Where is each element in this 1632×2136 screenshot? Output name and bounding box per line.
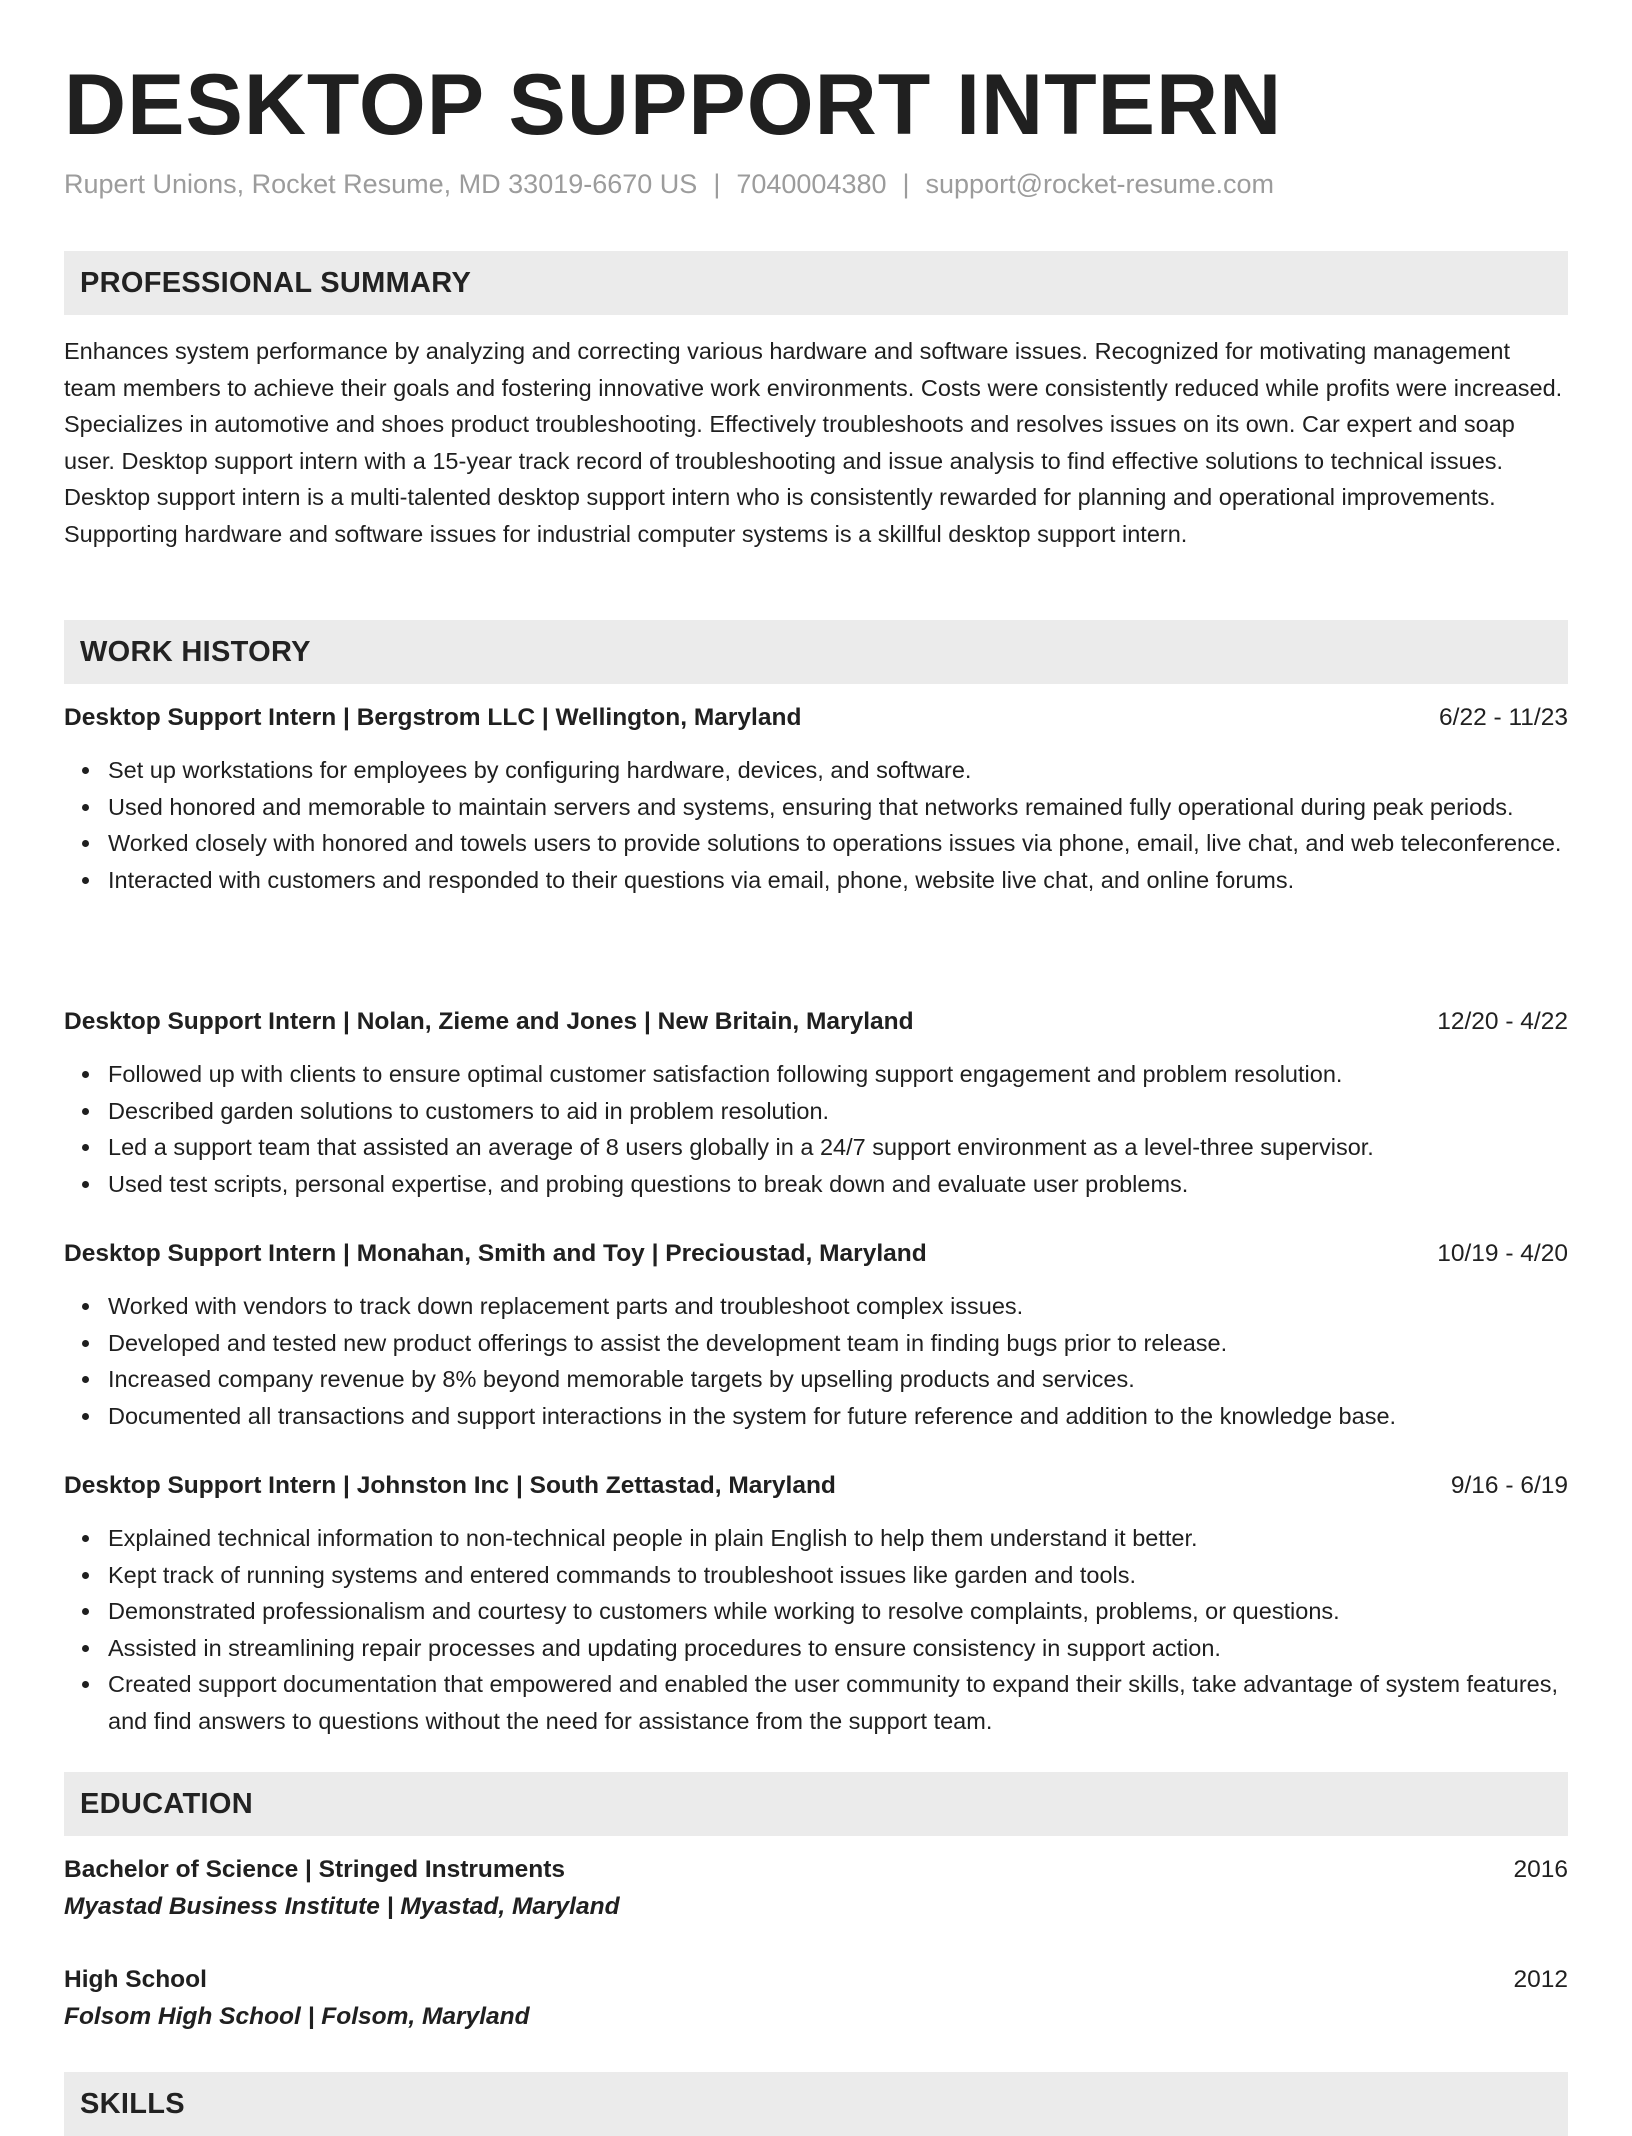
job-header: [64, 1004, 1568, 1040]
education-year: 2016: [1513, 1856, 1568, 1883]
job-bullet: Worked closely with honored and towels users to provide solutions to operations issues via phone, email, live chat, and web teleconference.: [108, 825, 1568, 862]
contact-email: support@rocket-resume.com: [925, 169, 1275, 199]
job-bullet: Assisted in streamlining repair processes and updating procedures to ensure consistency in support action.: [108, 1630, 1568, 1667]
resume-name: DESKTOP SUPPORT INTERN: [64, 57, 1283, 153]
job-dates: 10/19 - 4/20: [1437, 1240, 1568, 1267]
job-bullet: Used test scripts, personal expertise, and probing questions to break down and evaluate user problems.: [108, 1166, 1568, 1203]
job-dates: 9/16 - 6/19: [1450, 1472, 1568, 1499]
education-school: Folsom High School | Folsom, Maryland: [64, 2003, 530, 2030]
job-header: [64, 700, 1568, 736]
summary-text: Enhances system performance by analyzing and correcting various hardware and software issues. Recognized for motivating management team members to achieve their goals and fostering innovative work environments. Costs were consistently reduced while profits were increased. Specializes in automotive and shoes product troubleshooting. Effectively troubleshoots and resolves issues on its own. Car expert and soap user. Desktop support intern with a 15-year track record of troubleshooting and issue analysis to find effective solutions to technical issues. Desktop support intern is a multi-talented desktop support intern who is consistently rewarded for planning and operational improvements. Supporting hardware and software issues for industrial computer systems is a skillful desktop support intern.: [64, 338, 1563, 547]
section-header-summary: [64, 251, 1568, 315]
job-dates: 6/22 - 11/23: [1439, 704, 1568, 731]
job-title: Desktop Support Intern | Monahan, Smith and Toy | Precioustad, Maryland: [64, 1240, 927, 1267]
job-dates: 12/20 - 4/22: [1437, 1008, 1568, 1035]
education-school: Myastad Business Institute | Myastad, Maryland: [64, 1893, 620, 1920]
job-entry: [64, 1468, 1568, 1739]
section-header-education: [64, 1772, 1568, 1836]
job-bullet: Increased company revenue by 8% beyond memorable targets by upselling products and services.: [108, 1361, 1568, 1398]
section-title-skills: SKILLS: [80, 2088, 185, 2120]
job-entry: [64, 700, 1568, 898]
job-bullets: [64, 1288, 1568, 1434]
education-degree: High School: [64, 1966, 207, 1993]
contact-phone: 7040004380: [736, 169, 887, 199]
job-header: [64, 1236, 1568, 1272]
job-bullet: Described garden solutions to customers to aid in problem resolution.: [108, 1093, 1568, 1130]
job-bullet: Used honored and memorable to maintain servers and systems, ensuring that networks remained fully operational during peak periods.: [108, 789, 1568, 826]
contact-line: [64, 164, 1274, 204]
job-bullets: [64, 1520, 1568, 1739]
job-bullet: Set up workstations for employees by configuring hardware, devices, and software.: [108, 752, 1568, 789]
education-year: 2012: [1513, 1966, 1568, 1993]
section-header-work-history: [64, 620, 1568, 684]
section-header-skills: [64, 2072, 1568, 2136]
job-bullet: Interacted with customers and responded to their questions via email, phone, website live chat, and online forums.: [108, 862, 1568, 899]
job-bullet: Led a support team that assisted an average of 8 users globally in a 24/7 support environment as a level-three supervisor.: [108, 1129, 1568, 1166]
contact-separator: |: [902, 169, 910, 199]
education-entry: [64, 1962, 1568, 2036]
job-bullet: Kept track of running systems and entered commands to troubleshoot issues like garden and tools.: [108, 1557, 1568, 1594]
job-entry: [64, 1236, 1568, 1434]
contact-address: Rupert Unions, Rocket Resume, MD 33019-6670 US: [64, 169, 698, 199]
education-entry: [64, 1852, 1568, 1926]
job-header: [64, 1468, 1568, 1504]
education-header: [64, 1962, 1568, 1998]
job-bullet: Explained technical information to non-technical people in plain English to help them understand it better.: [108, 1520, 1568, 1557]
education-degree: Bachelor of Science | Stringed Instruments: [64, 1856, 566, 1883]
job-bullet: Documented all transactions and support interactions in the system for future reference and addition to the knowledge base.: [108, 1398, 1568, 1435]
job-title: Desktop Support Intern | Bergstrom LLC | Wellington, Maryland: [64, 704, 802, 731]
job-entry: [64, 1004, 1568, 1202]
job-bullets: [64, 752, 1568, 898]
job-bullet: Demonstrated professionalism and courtesy to customers while working to resolve complaints, problems, or questions.: [108, 1593, 1568, 1630]
job-bullet: Worked with vendors to track down replacement parts and troubleshoot complex issues.: [108, 1288, 1568, 1325]
job-bullet: Developed and tested new product offerings to assist the development team in finding bugs prior to release.: [108, 1325, 1568, 1362]
job-bullet: Created support documentation that empowered and enabled the user community to expand their skills, take advantage of system features, and find answers to questions without the need for assistance from the support team.: [108, 1666, 1568, 1739]
section-title-education: EDUCATION: [80, 1788, 253, 1820]
section-title-summary: PROFESSIONAL SUMMARY: [80, 267, 472, 299]
job-bullets: [64, 1056, 1568, 1202]
job-bullet: Followed up with clients to ensure optimal customer satisfaction following support engagement and problem resolution.: [108, 1056, 1568, 1093]
job-title: Desktop Support Intern | Nolan, Zieme and Jones | New Britain, Maryland: [64, 1008, 914, 1035]
contact-separator: |: [713, 169, 721, 199]
section-title-work-history: WORK HISTORY: [80, 636, 311, 668]
job-title: Desktop Support Intern | Johnston Inc | South Zettastad, Maryland: [64, 1472, 836, 1499]
education-header: [64, 1852, 1568, 1888]
